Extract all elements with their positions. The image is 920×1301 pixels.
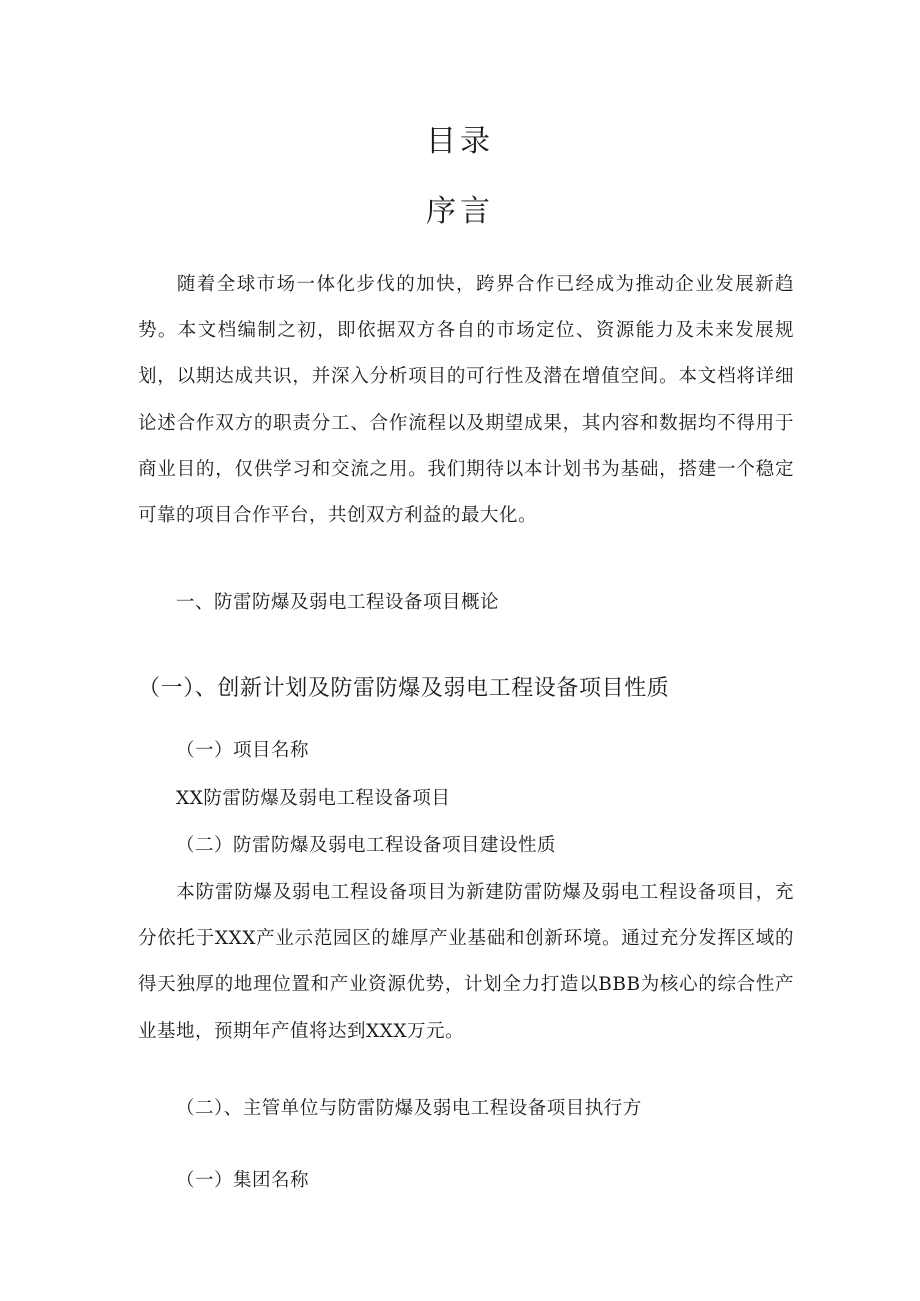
preface-text: 随着全球市场一体化步伐的加快，跨界合作已经成为推动企业发展新趋势。本文档编制之初，即依据双方各自的市场定位、资源能力及未来发展规划，以期达成共识，并深入分析项目的可行性及潜在增值空间。本文档将详细论述合作双方的职责分工、合作流程以及期望成果，其内容和数据均不得用于商业目的，仅供学习和交流之用。我们期待以本计划书为基础，搭建一个稳定可靠的项目合作平台，共创双方利益的最大化。 <box>138 274 794 527</box>
project-name: XX防雷防爆及弱电工程设备项目 <box>176 788 451 809</box>
sub-item-project-name-heading: （一）项目名称 <box>176 740 310 761</box>
preface-title: 序言 <box>426 194 494 229</box>
section-1-heading: 一、防雷防爆及弱电工程设备项目概论 <box>176 592 500 613</box>
toc-title: 目录 <box>426 124 494 159</box>
preface-paragraph <box>138 262 794 539</box>
sub-item-group-name-heading: （一）集团名称 <box>176 1170 310 1191</box>
sub-item-construction-nature-heading: （二）防雷防爆及弱电工程设备项目建设性质 <box>176 835 557 856</box>
construction-nature-text: 本防雷防爆及弱电工程设备项目为新建防雷防爆及弱电工程设备项目，充分依托于XXX产业示范园区的雄厚产业基础和创新环境。通过充分发挥区域的得天独厚的地理位置和产业资源优势，计划全力打造以BBB为核心的综合性产业基地，预期年产值将达到XXX万元。 <box>138 882 794 1042</box>
section-1-2-heading: （二）、主管单位与防雷防爆及弱电工程设备项目执行方 <box>176 1098 642 1119</box>
construction-nature-paragraph <box>138 870 794 1055</box>
section-1-1-heading: （一）、创新计划及防雷防爆及弱电工程设备项目性质 <box>138 676 670 701</box>
